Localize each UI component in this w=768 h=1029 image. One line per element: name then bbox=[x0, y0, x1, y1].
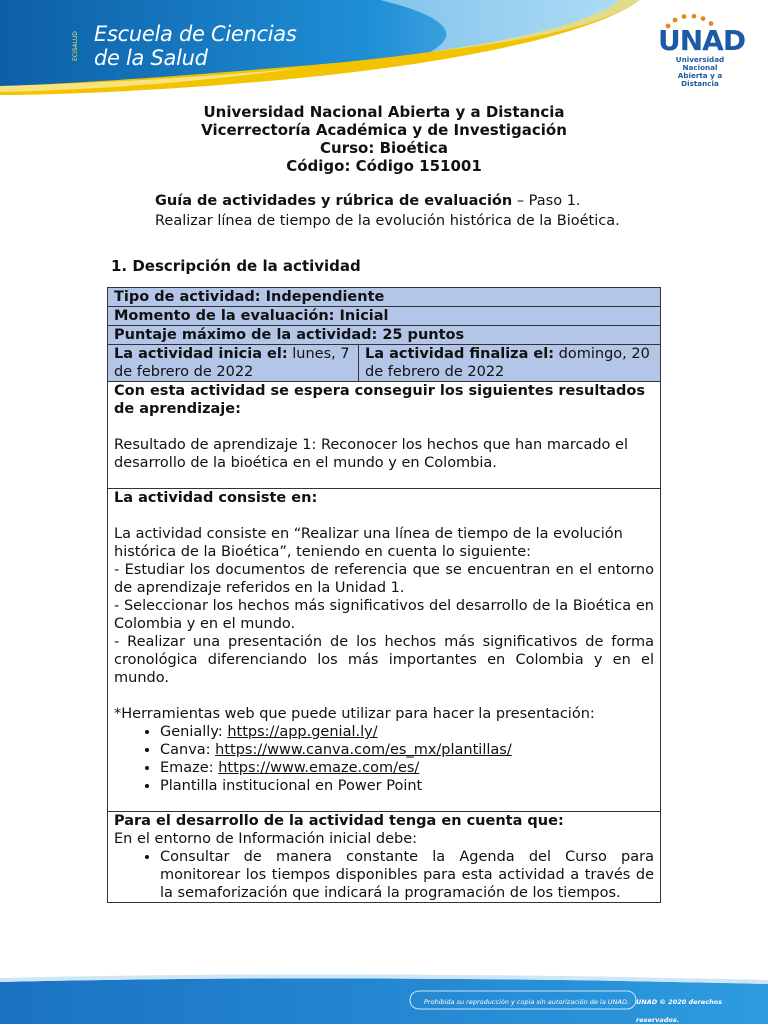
list-item bbox=[160, 741, 654, 759]
table-row bbox=[108, 489, 661, 812]
guide-subtitle: Realizar línea de tiempo de la evolución histórica de la Bioética. bbox=[155, 213, 620, 229]
tool-name: Canva: bbox=[160, 742, 216, 758]
footer-rights-notice: UNAD © 2020 derechos reservados. bbox=[636, 998, 723, 1024]
activity-table bbox=[107, 287, 661, 903]
tools-intro: *Herramientas web que puede utilizar para hacer la presentación: bbox=[114, 706, 595, 722]
genially-link[interactable]: https://app.genial.ly/ bbox=[227, 724, 378, 740]
start-date-cell bbox=[108, 345, 359, 382]
vicerrectoria-title: Vicerrectoría Académica y de Investigación bbox=[201, 121, 567, 139]
list-item bbox=[160, 777, 654, 795]
list-item bbox=[160, 723, 654, 741]
development-notes-list bbox=[114, 848, 654, 902]
table-row bbox=[108, 382, 661, 489]
activity-type: Tipo de actividad: Independiente bbox=[108, 288, 661, 307]
tools-list bbox=[114, 723, 654, 795]
school-name-line1: Escuela de Ciencias bbox=[94, 22, 297, 46]
university-title: Universidad Nacional Abierta y a Distancia bbox=[203, 103, 565, 121]
canva-link[interactable]: https://www.canva.com/es_mx/plantillas/ bbox=[215, 742, 512, 758]
logo-wordmark: UNAD bbox=[658, 24, 746, 57]
end-date-value: domingo, 20 de febrero de 2022 bbox=[365, 346, 650, 380]
activity-step: - Realizar una presentación de los hechos más significativos de forma cronológica diferenciando los más importantes en Colombia y en el mundo. bbox=[114, 634, 654, 686]
activity-step: - Seleccionar los hechos más significativos del desarrollo de la Bioética en Colombia y en el mundo. bbox=[114, 598, 654, 632]
tool-name: Plantilla institucional en Power Point bbox=[160, 778, 423, 794]
section-title: 1. Descripción de la actividad bbox=[111, 257, 361, 275]
table-row bbox=[108, 326, 661, 345]
activity-description-intro: La actividad consiste en “Realizar una línea de tiempo de la evolución histórica de la Bioética”, teniendo en cuenta lo siguiente: bbox=[114, 526, 623, 560]
footer-copyright-notice: Prohibida su reproducción y copia sin autorización de la UNAD. bbox=[424, 998, 630, 1006]
learning-outcomes-cell bbox=[108, 382, 661, 489]
document-titles bbox=[0, 103, 768, 175]
school-name bbox=[94, 22, 297, 70]
learning-outcomes-title: Con esta actividad se espera conseguir los siguientes resultados de aprendizaje: bbox=[114, 383, 645, 417]
course-title: Curso: Bioética bbox=[320, 139, 448, 157]
course-code: Código: Código 151001 bbox=[286, 157, 482, 175]
guide-step: – Paso 1. bbox=[512, 193, 581, 209]
learning-outcome-1: Resultado de aprendizaje 1: Reconocer los hechos que han marcado el desarrollo de la bioética en el mundo y en Colombia. bbox=[114, 437, 628, 471]
logo-subtitle-line2: Abierta y a Distancia bbox=[677, 71, 723, 88]
guide-title: Guía de actividades y rúbrica de evaluación bbox=[155, 193, 513, 209]
list-item: • Consultar de manera constante la Agenda del Curso para monitorear los tiempos disponibles para esta actividad a través de la semaforización que indicará la programación de los tiempos. bbox=[160, 848, 654, 902]
list-item bbox=[160, 759, 654, 777]
table-row bbox=[108, 307, 661, 326]
development-notes-cell bbox=[108, 812, 661, 903]
end-date-cell bbox=[359, 345, 661, 382]
logo-subtitle bbox=[658, 56, 742, 88]
development-notes-title: Para el desarrollo de la actividad tenga en cuenta que: bbox=[114, 813, 564, 829]
table-row bbox=[108, 345, 661, 382]
start-date-label: La actividad inicia el: bbox=[114, 346, 288, 362]
guide-heading bbox=[155, 191, 620, 231]
table-row bbox=[108, 288, 661, 307]
activity-description-title: La actividad consiste en: bbox=[114, 490, 318, 506]
development-notes-intro: En el entorno de Información inicial debe: bbox=[114, 831, 418, 847]
logo-subtitle-line1: Universidad Nacional bbox=[675, 55, 725, 72]
start-date-value: lunes, 7 de febrero de 2022 bbox=[114, 346, 350, 380]
page-header bbox=[0, 0, 768, 95]
max-score: Puntaje máximo de la actividad: 25 puntos bbox=[108, 326, 661, 345]
tool-name: Emaze: bbox=[160, 760, 219, 776]
table-row bbox=[108, 812, 661, 903]
evaluation-moment: Momento de la evaluación: Inicial bbox=[108, 307, 661, 326]
school-name-line2: de la Salud bbox=[94, 46, 208, 70]
activity-description-cell bbox=[108, 489, 661, 812]
unad-logo bbox=[658, 14, 746, 88]
emaze-link[interactable]: https://www.emaze.com/es/ bbox=[218, 760, 420, 776]
activity-step: - Estudiar los documentos de referencia que se encuentran en el entorno de aprendizaje referidos en la Unidad 1. bbox=[114, 562, 654, 596]
vertical-school-label: ECISALUD bbox=[72, 31, 79, 61]
end-date-label: La actividad finaliza el: bbox=[365, 346, 555, 362]
tool-name: Genially: bbox=[160, 724, 228, 740]
